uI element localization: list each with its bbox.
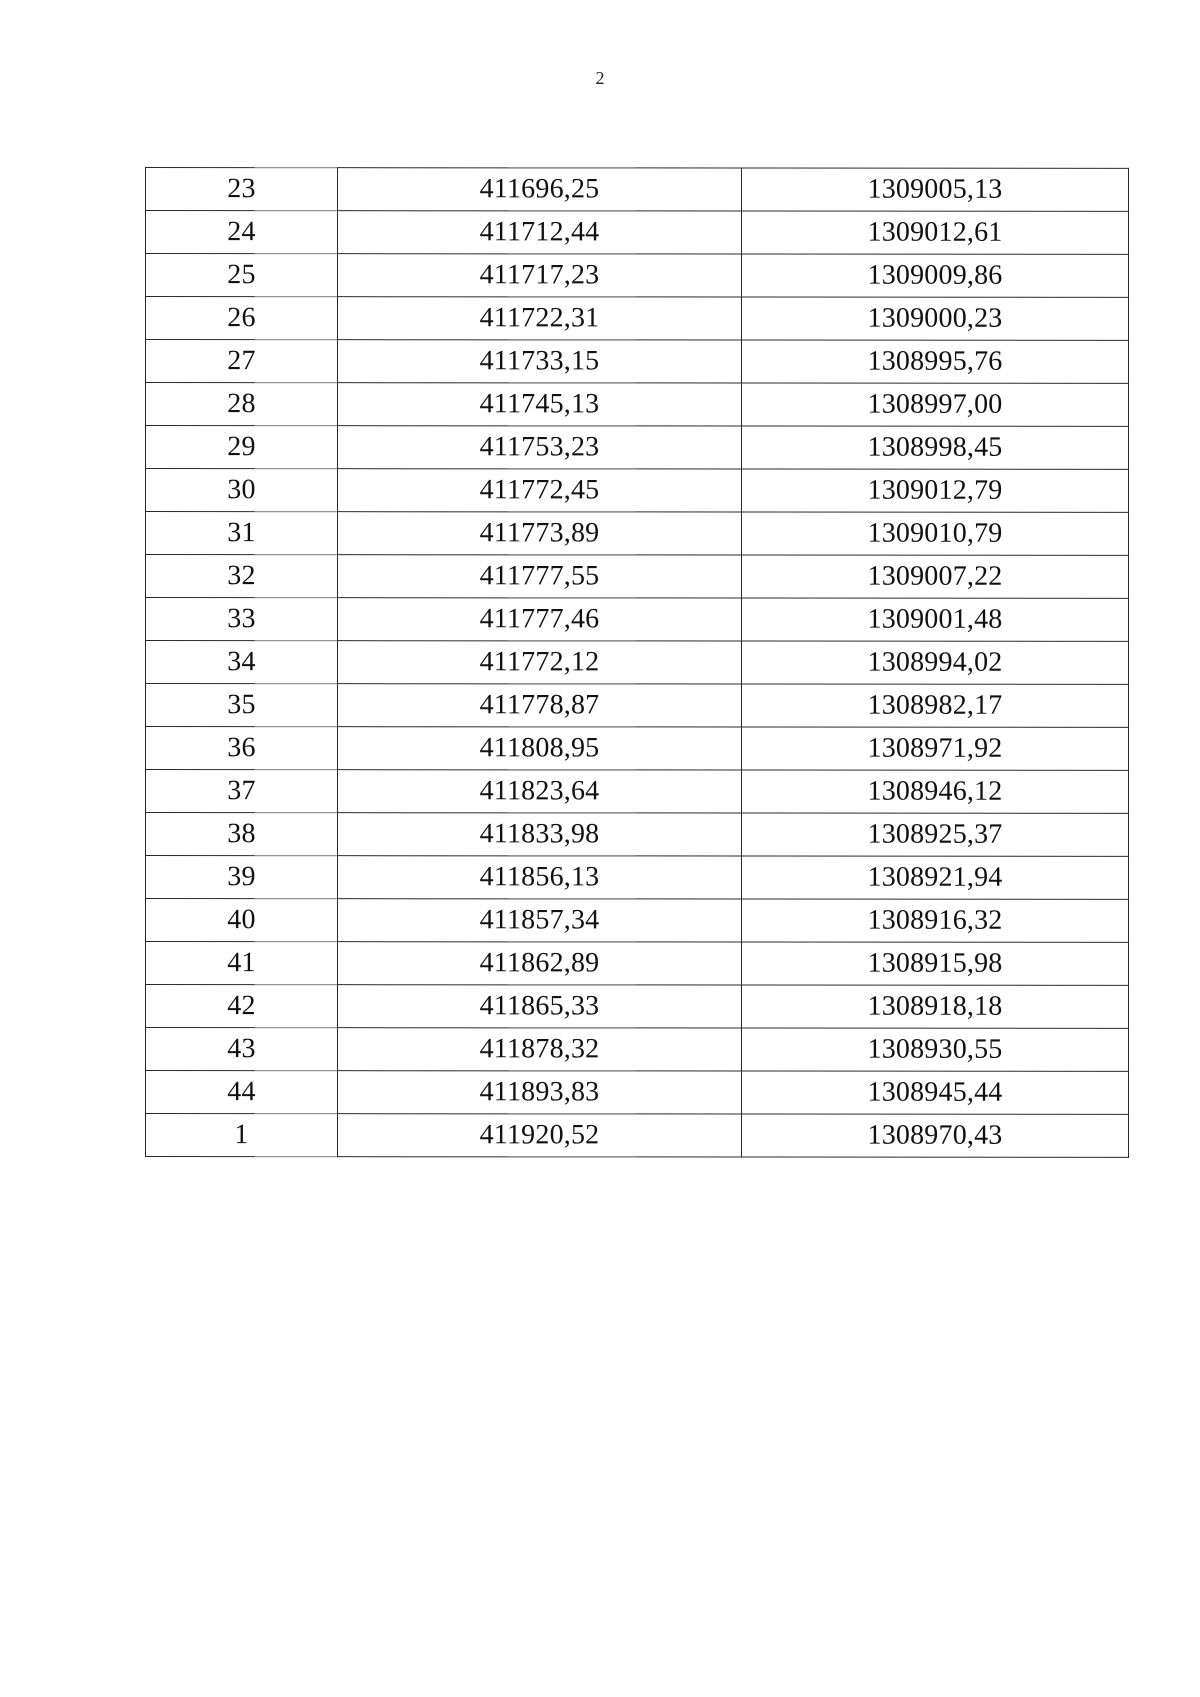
x-coordinate-cell: 411773,89 <box>338 512 742 555</box>
point-number-cell: 28 <box>146 383 338 426</box>
x-coordinate-cell: 411857,34 <box>338 899 742 942</box>
y-coordinate-cell: 1309009,86 <box>742 254 1129 297</box>
point-number-cell: 33 <box>146 598 338 641</box>
y-coordinate-cell: 1309012,79 <box>742 469 1129 512</box>
x-coordinate-cell: 411862,89 <box>338 942 742 985</box>
x-coordinate-cell: 411808,95 <box>338 727 742 770</box>
y-coordinate-cell: 1308925,37 <box>742 813 1129 856</box>
y-coordinate-cell: 1308998,45 <box>742 426 1129 469</box>
y-coordinate-cell: 1308997,00 <box>742 383 1129 426</box>
table-row <box>146 297 1129 341</box>
point-number-cell: 23 <box>146 168 338 211</box>
point-number-cell: 1 <box>146 1114 338 1157</box>
y-coordinate-cell: 1308945,44 <box>742 1071 1129 1114</box>
x-coordinate-cell: 411717,23 <box>338 254 742 297</box>
point-number-cell: 25 <box>146 254 338 297</box>
x-coordinate-cell: 411712,44 <box>338 211 742 254</box>
page-number: 2 <box>595 68 605 88</box>
point-number-cell: 31 <box>146 512 338 555</box>
x-coordinate-cell: 411856,13 <box>338 856 742 899</box>
point-number-cell: 30 <box>146 469 338 512</box>
x-coordinate-cell: 411753,23 <box>338 426 742 469</box>
x-coordinate-cell: 411865,33 <box>338 985 742 1028</box>
x-coordinate-cell: 411878,32 <box>338 1028 742 1071</box>
table-row <box>146 555 1129 599</box>
table-row <box>146 899 1129 943</box>
table-row <box>146 684 1129 728</box>
point-number-cell: 35 <box>146 684 338 727</box>
table-row <box>146 856 1129 900</box>
table-row <box>146 426 1129 470</box>
point-number-cell: 36 <box>146 727 338 770</box>
point-number-cell: 27 <box>146 340 338 383</box>
y-coordinate-cell: 1308918,18 <box>742 985 1129 1028</box>
table-row <box>146 168 1129 212</box>
x-coordinate-cell: 411733,15 <box>338 340 742 383</box>
point-number-cell: 44 <box>146 1071 338 1114</box>
point-number-cell: 38 <box>146 813 338 856</box>
y-coordinate-cell: 1308994,02 <box>742 641 1129 684</box>
y-coordinate-cell: 1308982,17 <box>742 684 1129 727</box>
coordinates-table <box>145 167 1129 1158</box>
x-coordinate-cell: 411745,13 <box>338 383 742 426</box>
x-coordinate-cell: 411823,64 <box>338 770 742 813</box>
x-coordinate-cell: 411833,98 <box>338 813 742 856</box>
y-coordinate-cell: 1308995,76 <box>742 340 1129 383</box>
x-coordinate-cell: 411772,45 <box>338 469 742 512</box>
y-coordinate-cell: 1309010,79 <box>742 512 1129 555</box>
y-coordinate-cell: 1309005,13 <box>742 168 1129 211</box>
table-row <box>146 598 1129 642</box>
table-row <box>146 985 1129 1029</box>
point-number-cell: 26 <box>146 297 338 340</box>
x-coordinate-cell: 411722,31 <box>338 297 742 340</box>
table-row <box>146 1114 1129 1158</box>
y-coordinate-cell: 1309007,22 <box>742 555 1129 598</box>
table-row <box>146 942 1129 986</box>
table-row <box>146 813 1129 857</box>
point-number-cell: 43 <box>146 1028 338 1071</box>
table-row <box>146 340 1129 384</box>
y-coordinate-cell: 1308916,32 <box>742 899 1129 942</box>
x-coordinate-cell: 411893,83 <box>338 1071 742 1114</box>
y-coordinate-cell: 1308946,12 <box>742 770 1129 813</box>
y-coordinate-cell: 1309001,48 <box>742 598 1129 641</box>
table-row <box>146 211 1129 255</box>
table-row <box>146 770 1129 814</box>
x-coordinate-cell: 411778,87 <box>338 684 742 727</box>
y-coordinate-cell: 1309012,61 <box>742 211 1129 254</box>
table-row <box>146 469 1129 513</box>
table-row <box>146 383 1129 427</box>
coordinates-table-container <box>145 167 1128 1158</box>
y-coordinate-cell: 1308930,55 <box>742 1028 1129 1071</box>
point-number-cell: 39 <box>146 856 338 899</box>
y-coordinate-cell: 1308971,92 <box>742 727 1129 770</box>
point-number-cell: 41 <box>146 942 338 985</box>
x-coordinate-cell: 411772,12 <box>338 641 742 684</box>
x-coordinate-cell: 411696,25 <box>338 168 742 211</box>
table-row <box>146 254 1129 298</box>
x-coordinate-cell: 411920,52 <box>338 1114 742 1157</box>
point-number-cell: 32 <box>146 555 338 598</box>
point-number-cell: 34 <box>146 641 338 684</box>
x-coordinate-cell: 411777,55 <box>338 555 742 598</box>
table-row <box>146 512 1129 556</box>
table-row <box>146 641 1129 685</box>
y-coordinate-cell: 1308970,43 <box>742 1114 1129 1157</box>
table-row <box>146 1028 1129 1072</box>
table-row <box>146 727 1129 771</box>
y-coordinate-cell: 1308921,94 <box>742 856 1129 899</box>
y-coordinate-cell: 1308915,98 <box>742 942 1129 985</box>
table-row <box>146 1071 1129 1115</box>
point-number-cell: 42 <box>146 985 338 1028</box>
y-coordinate-cell: 1309000,23 <box>742 297 1129 340</box>
x-coordinate-cell: 411777,46 <box>338 598 742 641</box>
point-number-cell: 37 <box>146 770 338 813</box>
point-number-cell: 24 <box>146 211 338 254</box>
point-number-cell: 40 <box>146 899 338 942</box>
point-number-cell: 29 <box>146 426 338 469</box>
